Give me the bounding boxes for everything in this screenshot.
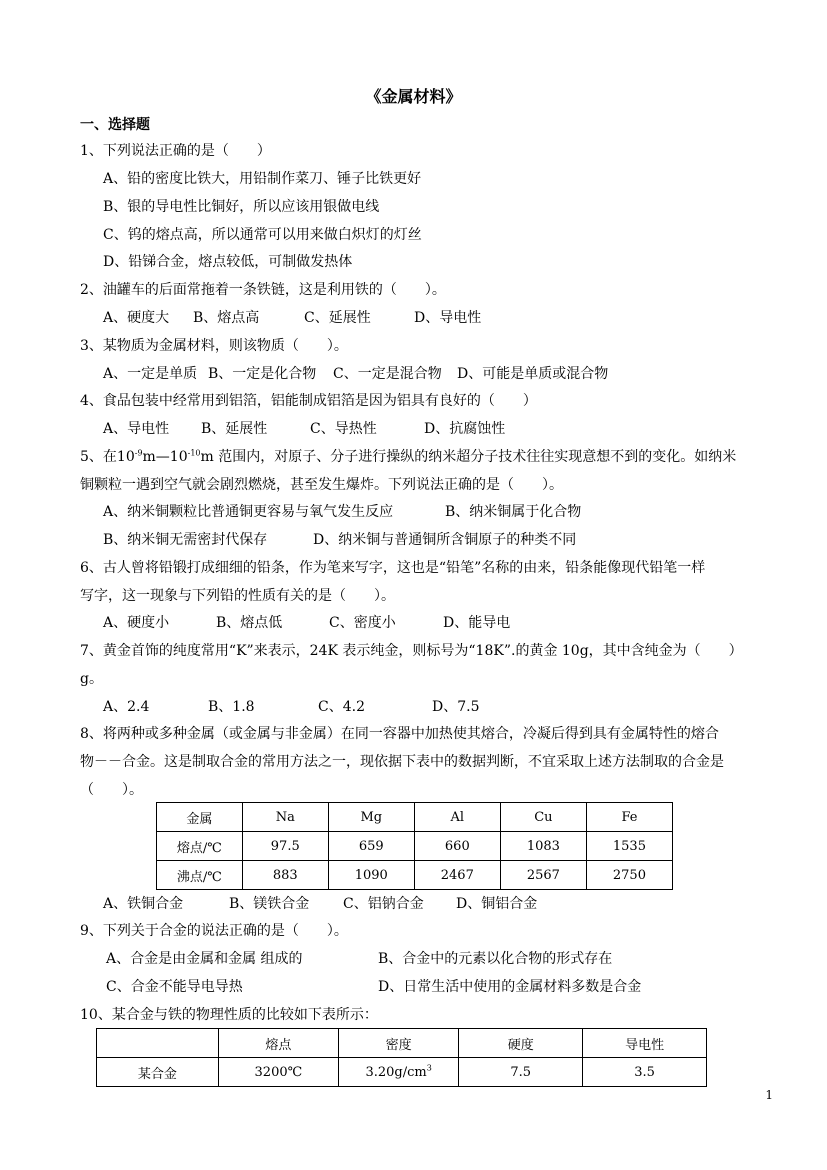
table-cell: [97, 1029, 219, 1058]
question-6-stem-2: 写字，这一现象与下列铅的性质有关的是（ ）。: [80, 588, 395, 604]
table-cell: 660: [414, 832, 500, 861]
question-2-option-d: D、导电性: [414, 310, 482, 326]
question-4-option-a: A、导电性: [103, 421, 170, 437]
metal-properties-table: [156, 802, 673, 890]
question-7-option-b: B、1.8: [208, 699, 255, 715]
question-5-stem-mid: m—10: [142, 449, 188, 465]
question-8-option-a: A、铁铜合金: [103, 896, 184, 912]
question-5-stem: [80, 448, 736, 466]
question-5-option-a: A、纳米铜颗粒比普通铜更容易与氧气发生反应: [103, 504, 394, 520]
table-cell: 某合金: [97, 1058, 219, 1087]
page-title: 《金属材料》: [365, 87, 462, 106]
table-cell: Fe: [586, 803, 672, 832]
exponent-2: -10: [187, 448, 201, 458]
table-cell: 97.5: [242, 832, 328, 861]
table-cell: 金属: [157, 803, 243, 832]
question-1-option-a: A、铅的密度比铁大，用铅制作菜刀、锤子比铁更好: [103, 171, 422, 187]
alloy-properties-table: [96, 1028, 707, 1087]
table-cell: 密度: [338, 1029, 458, 1058]
table-cell: 1083: [500, 832, 586, 861]
question-2-option-b: B、熔点高: [193, 310, 260, 326]
table-cell: 导电性: [583, 1029, 707, 1058]
density-exponent: 3: [426, 1063, 432, 1073]
table-cell: 2567: [500, 861, 586, 890]
question-4-option-c: C、导热性: [310, 421, 377, 437]
question-1-stem: 1、下列说法正确的是（ ）: [80, 143, 271, 159]
table-cell: Mg: [328, 803, 414, 832]
question-9-option-a: A、合金是由金属和金属 组成的: [106, 951, 303, 967]
question-8-stem: 8、将两种或多种金属（或金属与非金属）在同一容器中加热使其熔合，冷凝后得到具有金属特性的熔合: [80, 726, 719, 742]
table-cell: 2467: [414, 861, 500, 890]
table-row: [157, 832, 673, 861]
question-7-stem: 7、黄金首饰的纯度常用“K”来表示，24K 表示纯金，则标号为“18K”.的黄金 10g，其中含纯金为（ ）: [80, 643, 743, 659]
exponent-1: -9: [134, 448, 143, 458]
table-cell: 沸点/℃: [157, 861, 243, 890]
table-header-row: [157, 803, 673, 832]
section-heading: 一、选择题: [80, 117, 150, 133]
question-6-option-b: B、熔点低: [216, 615, 283, 631]
density-value: 3.20g/cm: [365, 1064, 427, 1080]
question-5-option-b: B、纳米铜属于化合物: [445, 504, 582, 520]
table-header-row: [97, 1029, 707, 1058]
question-9-option-c: C、合金不能导电导热: [106, 979, 243, 995]
table-row: [97, 1058, 707, 1087]
question-6-option-a: A、硬度小: [103, 615, 170, 631]
question-7-option-d: D、7.5: [432, 699, 480, 715]
question-9-stem: 9、下列关于合金的说法正确的是（ ）。: [80, 923, 348, 939]
question-7-option-a: A、2.4: [103, 699, 150, 715]
question-9-option-d: D、日常生活中使用的金属材料多数是合金: [378, 979, 642, 995]
table-cell: Na: [242, 803, 328, 832]
question-3-option-d: D、可能是单质或混合物: [457, 366, 609, 382]
question-5-option-c: B、纳米铜无需密封代保存: [103, 532, 268, 548]
question-1-option-d: D、铅锑合金，熔点较低，可制做发热体: [103, 254, 353, 270]
question-2-option-c: C、延展性: [304, 310, 371, 326]
question-8-option-d: D、铜铝合金: [456, 896, 538, 912]
question-2-option-a: A、硬度大: [103, 310, 170, 326]
question-3-option-a: A、一定是单质: [103, 366, 198, 382]
table-cell: 3200℃: [218, 1058, 338, 1087]
question-5-stem-2: 铜颗粒一遇到空气就会剧烈燃烧，甚至发生爆炸。下列说法正确的是（ ）。: [80, 477, 563, 493]
table-cell: 熔点/℃: [157, 832, 243, 861]
question-1-option-c: C、钨的熔点高，所以通常可以用来做白炽灯的灯丝: [103, 227, 422, 243]
page-number: 1: [765, 1088, 773, 1102]
question-7-option-c: C、4.2: [318, 699, 365, 715]
table-cell: 659: [328, 832, 414, 861]
table-cell: 1535: [586, 832, 672, 861]
question-8-option-b: B、镁铁合金: [229, 896, 310, 912]
question-10-stem: 10、某合金与铁的物理性质的比较如下表所示：: [80, 1007, 378, 1023]
question-9-option-b: B、合金中的元素以化合物的形式存在: [378, 951, 613, 967]
question-3-option-b: B、一定是化合物: [208, 366, 317, 382]
question-8-option-c: C、铝钠合金: [343, 896, 424, 912]
table-cell: 熔点: [218, 1029, 338, 1058]
table-cell: [338, 1058, 458, 1087]
table-cell: 3.5: [583, 1058, 707, 1087]
question-6-stem: 6、古人曾将铅锻打成细细的铅条，作为笔来写字，这也是“铅笔”名称的由来，铅条能像现代铅笔一样: [80, 560, 706, 576]
question-8-stem-3: （ ）。: [80, 782, 143, 798]
question-6-option-c: C、密度小: [329, 615, 396, 631]
table-row: [157, 861, 673, 890]
question-2-stem: 2、油罐车的后面常拖着一条铁链，这是利用铁的（ ）。: [80, 282, 446, 298]
table-cell: 硬度: [459, 1029, 583, 1058]
question-6-option-d: D、能导电: [443, 615, 511, 631]
question-1-option-b: B、银的导电性比铜好，所以应该用银做电线: [103, 199, 380, 215]
question-4-option-d: D、抗腐蚀性: [424, 421, 506, 437]
table-cell: Cu: [500, 803, 586, 832]
table-cell: 2750: [586, 861, 672, 890]
question-7-stem-2: g。: [80, 671, 103, 687]
question-5-stem-post: m 范围内，对原子、分子进行操纵的纳米超分子技术往往实现意想不到的变化。如纳米: [200, 449, 737, 465]
table-cell: 883: [242, 861, 328, 890]
question-3-stem: 3、某物质为金属材料，则该物质（ ）。: [80, 338, 348, 354]
question-8-stem-2: 物－－合金。这是制取合金的常用方法之一，现依据下表中的数据判断，不宜采取上述方法制取的合金是: [80, 754, 724, 770]
question-4-stem: 4、食品包装中经常用到铝箔，铝能制成铝箔是因为铝具有良好的（ ）: [80, 393, 537, 409]
table-cell: 1090: [328, 861, 414, 890]
question-4-option-b: B、延展性: [201, 421, 268, 437]
question-5-stem-pre: 5、在10: [80, 449, 135, 465]
table-cell: 7.5: [459, 1058, 583, 1087]
question-5-option-d: D、纳米铜与普通铜所含铜原子的种类不同: [313, 532, 577, 548]
question-3-option-c: C、一定是混合物: [333, 366, 442, 382]
table-cell: Al: [414, 803, 500, 832]
